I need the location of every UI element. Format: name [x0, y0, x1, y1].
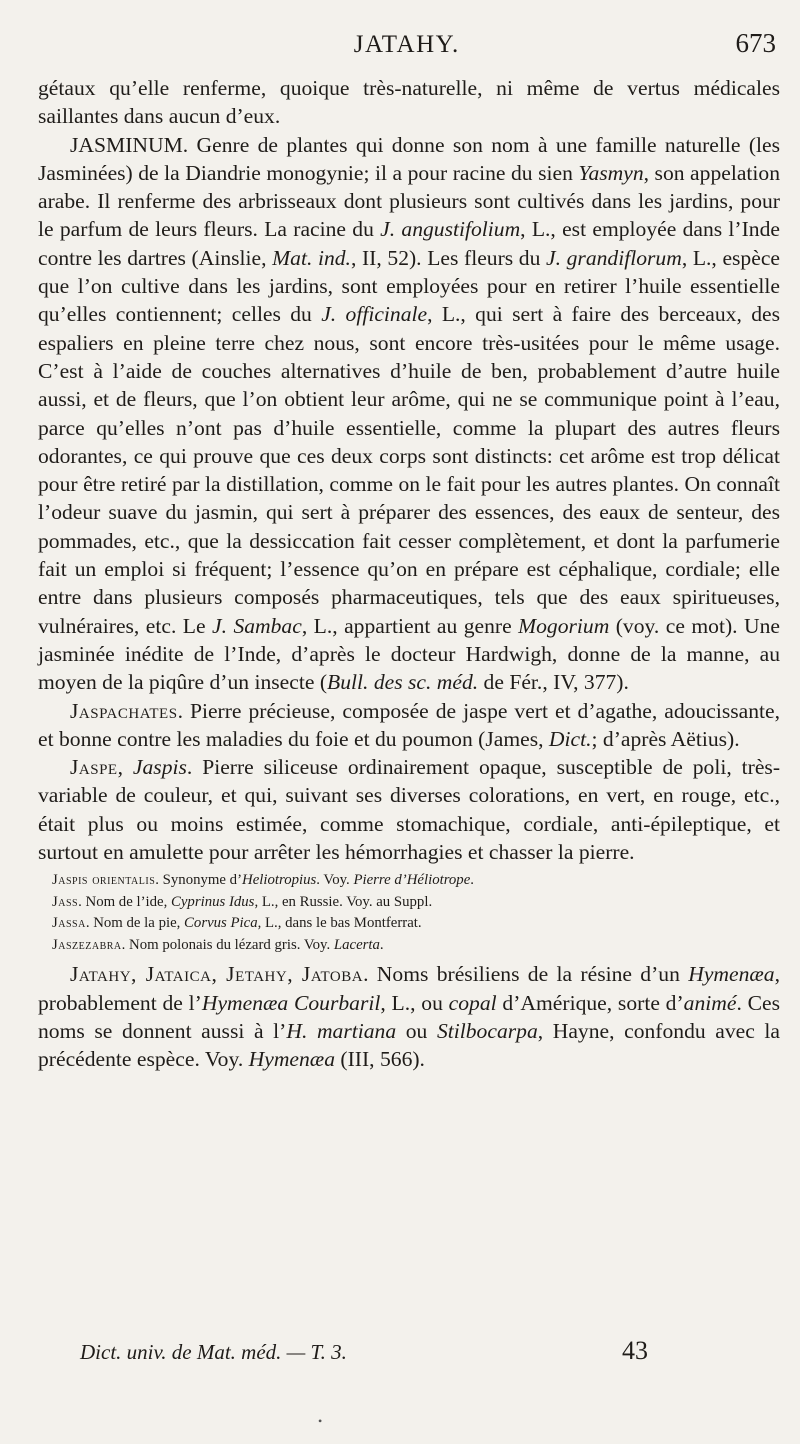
italic-term: Heliotropius: [242, 872, 317, 889]
italic-term: J. grandiflorum: [546, 245, 682, 270]
italic-term: J. officinale: [321, 302, 428, 327]
small-entry: [52, 935, 780, 957]
entry-text: ou: [396, 1018, 437, 1043]
entry-text: ,: [117, 755, 133, 780]
entry-text: de Fér., IV, 377).: [478, 670, 629, 695]
small-entry-text: .: [379, 936, 384, 953]
entry-jaspachates: [38, 697, 780, 754]
entry-text: . Noms brésiliens de la résine d’un: [363, 962, 689, 987]
small-entry: [52, 892, 780, 914]
small-entry-text: . Nom de la pie,: [85, 915, 185, 932]
italic-term: Hymenæa: [688, 962, 775, 987]
entry-text: Genre de plantes qui donne son nom à une famille naturelle (les Jasminées) de la Diandrie monogynie; il a pour racine du sien: [38, 132, 780, 185]
small-entry-text: . Nom de l’ide,: [78, 893, 171, 910]
small-entry-headword: Jaspis orientalis: [52, 872, 156, 889]
body-text: [38, 74, 780, 1074]
italic-term: Yasmyn: [578, 160, 644, 185]
entry-jatahy: [38, 960, 780, 1073]
entry-text: d’Amérique, sorte d’: [496, 990, 684, 1015]
italic-term: Jaspis: [132, 755, 187, 780]
entry-text: , son appelation arabe. Il renferme des arbrisseaux dont plusieurs sont cultivés dans les jardins, pour le parfum de leurs fleurs. La racine du: [38, 160, 780, 242]
continuation-paragraph: gétaux qu’elle renferme, quoique très-naturelle, ni même de vertus médicales saillantes dans aucun d’eux.: [38, 76, 780, 129]
entry-jasminum: [38, 131, 780, 697]
small-entry-text: , L., en Russie. Voy. au Suppl.: [254, 893, 433, 910]
small-entry-headword: Jassa: [52, 915, 86, 932]
entry-text: , Hayne, confondu avec la précédente espèce. Voy.: [38, 1018, 781, 1072]
italic-term: Cyprinus Idus: [170, 893, 255, 910]
small-entry: [52, 870, 780, 892]
running-head: [38, 28, 780, 74]
small-entry-text: .: [470, 872, 474, 889]
italic-term: Mogorium: [518, 613, 610, 638]
italic-term: Hymenæa: [248, 1047, 336, 1072]
entry-headword: Jaspe: [70, 755, 118, 780]
italic-term: J. angustifolium: [380, 217, 521, 242]
italic-term: Dict.: [548, 726, 592, 751]
bottom-mark: •: [318, 1414, 323, 1428]
entry-text: , L., appartient au genre: [301, 613, 519, 638]
italic-term: copal: [448, 990, 497, 1015]
entry-headword: Jaspachates: [70, 698, 178, 723]
page-number: 673: [735, 28, 776, 58]
small-entry-text: . Synonyme d’: [155, 872, 243, 889]
italic-term: Corvus Pica: [184, 915, 258, 932]
italic-term: Stilbocarpa: [436, 1018, 538, 1043]
entry-text: , probablement de l’: [38, 962, 780, 1015]
italic-term: H. martiana: [286, 1018, 397, 1043]
entry-text: , L., est employée dans l’Inde contre les dartres (Ainslie,: [38, 217, 780, 270]
entry-text: . Pierre siliceuse ordinairement opaque, susceptible de poli, très-variable de couleur, et qui, suivant ses diverses colorations, en vert, en rouge, etc., était plus ou moins estimée, comme stomachique, cordiale, anti-épileptique, et surtout en amulette pour arrêter les hémorrhagies et chasser la pierre.: [38, 755, 781, 865]
small-entry-text: . Nom polonais du lézard gris. Voy.: [121, 936, 334, 953]
sheet-number: 43: [622, 1336, 648, 1365]
entry-headword: JASMINUM.: [70, 132, 189, 157]
small-entry-headword: Jaszezabra: [52, 936, 122, 953]
entry-text: , L., qui sert à faire des berceaux, des espaliers en pleine terre chez nous, sont encore très-usitées pour le même usage. C’est à l’aide de couches alternatives d’huile de ben, probablement d’autre huile aussi, et de fleurs, que l’on obtient leur arôme, qui ne se communique point à l’eau, parce qu’elles n’ont pas d’huile essentielle, comme la plupart des autres fleurs odorantes, ce qui prouve que ces deux corps sont distincts: cet arôme est trop délicat pour être retiré par la distillation, comme on le fait pour les autres plantes. On connaît l’odeur suave du jasmin, qui sert à préparer des essences, des eaux de senteur, des pommades, etc., que la dessiccation fait cesser complètement, et dont la parfumerie fait un emploi si fréquent; l’essence qu’on en prépare est céphalique, cordiale; elle entre dans plusieurs composés pharmaceutiques, tels que des eaux spiritueuses, vulnéraires, etc. Le: [38, 302, 780, 638]
small-entry-text: , L., dans le bas Montferrat.: [257, 915, 422, 932]
entry-text: . Pierre précieuse, composée de jaspe vert et d’agathe, adoucissante, et bonne contre les maladies du foie et du poumon (James,: [38, 698, 780, 751]
entry-headword: Jatahy, Jataica, Jetahy, Jatoba: [70, 962, 364, 987]
entry-jaspe: [38, 753, 780, 866]
small-entry: [52, 913, 780, 935]
small-entry-headword: Jass: [52, 893, 79, 910]
small-entries: [38, 870, 780, 956]
entry-text: ; d’après Aëtius).: [591, 726, 740, 751]
italic-term: Bull. des sc. méd.: [327, 670, 479, 695]
italic-term: Pierre d’Héliotrope: [353, 872, 471, 889]
entry-text: . Ces noms se donnent aussi à l’: [38, 990, 781, 1043]
italic-term: Lacerta: [333, 936, 380, 953]
italic-term: J. Sambac: [212, 613, 302, 638]
page-title: JATAHY.: [353, 31, 460, 58]
italic-term: animé: [683, 990, 737, 1015]
signature-line: Dict. univ. de Mat. méd. — T. 3.: [80, 1340, 347, 1364]
entry-text: , II, 52). Les fleurs du: [350, 245, 547, 270]
italic-term: Hymenæa Courbaril: [201, 990, 381, 1015]
entry-text: , L., espèce que l’on cultive dans les jardins, sont employées pour en retirer l’huile essentielle qu’elles contiennent; celles du: [38, 245, 780, 327]
italic-term: Mat. ind.: [272, 245, 351, 270]
entry-text: (III, 566).: [335, 1047, 425, 1072]
small-entry-text: . Voy.: [316, 872, 354, 889]
entry-text: , L., ou: [380, 990, 449, 1015]
entry-text: (voy. ce mot). Une jasminée inédite de l’Inde, d’après le docteur Hardwigh, donne de la manne, au moyen de la piqûre d’un insecte (: [38, 613, 780, 695]
page-footer: [80, 1336, 720, 1366]
